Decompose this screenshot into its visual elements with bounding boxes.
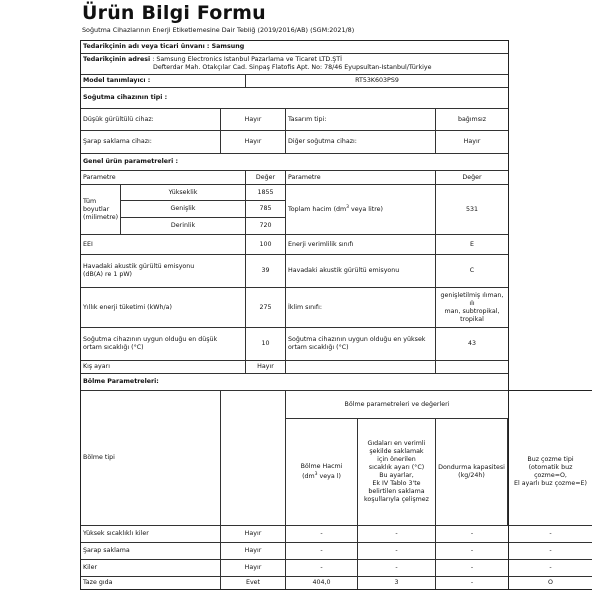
document-title: Ürün Bilgi Formu bbox=[82, 2, 266, 24]
total-volume-label: Toplam hacim ($dm^3$ veya litre) bbox=[286, 185, 436, 235]
compartment-col-type: Bölme tipi bbox=[81, 391, 221, 526]
wine-storage-value: Hayır bbox=[221, 131, 286, 154]
compartment-row-type: Kiler bbox=[81, 560, 221, 577]
compartment-col-volume: Bölme Hacmi ($dm^3$ veya l) bbox=[286, 419, 358, 526]
compartment-row-volume: - bbox=[286, 543, 358, 560]
compartment-row-temp: - bbox=[358, 560, 436, 577]
width-label: Genişlik bbox=[121, 201, 246, 218]
climate-class-label: İklim sınıfı: bbox=[286, 288, 436, 328]
compartment-col-freeze: Dondurma kapasitesi (kg/24h) bbox=[436, 419, 508, 526]
compartment-row-type: Yüksek sıcaklıklı kiler bbox=[81, 526, 221, 543]
product-info-table bbox=[80, 40, 509, 590]
compartment-row-volume: - bbox=[286, 526, 358, 543]
compartment-col-defrost: Buz çozme tipi (otomatik buz çozme=O, El ayarlı buz çozme=E) bbox=[509, 419, 592, 526]
low-noise-label: Düşük gürültülü cihaz: bbox=[81, 109, 221, 131]
min-ambient-temp-label: Soğutma cihazının uygun olduğu en düşük ortam sıcaklığı (°C) bbox=[81, 328, 246, 361]
winter-setting-label: Kış ayarı bbox=[81, 361, 246, 374]
max-ambient-temp-label: Soğutma cihazının uygun olduğu en yüksek ortam sıcaklığı (°C) bbox=[286, 328, 436, 361]
winter-setting-value: Hayır bbox=[246, 361, 286, 374]
width-value: 785 bbox=[246, 201, 286, 218]
design-type-label: Tasarım tipi: bbox=[286, 109, 436, 131]
compartment-row-type: Şarap saklama bbox=[81, 543, 221, 560]
compartment-row-defrost: - bbox=[509, 560, 592, 577]
compartment-row-temp: - bbox=[358, 543, 436, 560]
compartment-row-freeze: - bbox=[436, 526, 508, 543]
other-appliance-label: Diğer soğutma cihazı: bbox=[286, 131, 436, 154]
winter-setting-empty-2 bbox=[436, 361, 508, 374]
wine-storage-label: Şarap saklama cihazı: bbox=[81, 131, 221, 154]
design-type-value: bağımsız bbox=[436, 109, 508, 131]
height-label: Yükseklik bbox=[121, 185, 246, 201]
winter-setting-empty bbox=[286, 361, 436, 374]
supplier-address bbox=[81, 54, 508, 75]
compartment-row-volume: 404,0 bbox=[286, 577, 358, 589]
noise-class-label: Havadaki akustik gürültü emisyonu bbox=[286, 255, 436, 288]
total-volume-value: 531 bbox=[436, 185, 508, 235]
compartment-row-present: Hayır bbox=[221, 526, 286, 543]
supplier-address-line1: : Samsung Electronics Istanbul Pazarlama ve Ticaret LTD.ŞTİ bbox=[152, 56, 342, 63]
dimensions-label: Tüm boyutlar (milimetre) bbox=[81, 185, 121, 235]
defrost-column bbox=[509, 390, 592, 590]
compartment-row-present: Hayır bbox=[221, 543, 286, 560]
climate-class-value: genişletilmiş ılıman, ılı man, subtropikal, tropikal bbox=[436, 288, 508, 328]
general-col-value-2: Değer bbox=[436, 171, 508, 185]
low-noise-value: Hayır bbox=[221, 109, 286, 131]
general-col-value: Değer bbox=[246, 171, 286, 185]
noise-emission-value: 39 bbox=[246, 255, 286, 288]
annual-energy-value: 275 bbox=[246, 288, 286, 328]
max-ambient-temp-value: 43 bbox=[436, 328, 508, 361]
general-col-param-2: Parametre bbox=[286, 171, 436, 185]
general-col-param: Parametre bbox=[81, 171, 246, 185]
compartment-row-temp: 3 bbox=[358, 577, 436, 589]
compartment-row-temp: - bbox=[358, 526, 436, 543]
compartment-header: Bölme Parametreleri: bbox=[81, 374, 508, 391]
depth-label: Derinlik bbox=[121, 218, 246, 235]
energy-class-label: Enerji verimlilik sınıfı bbox=[286, 235, 436, 255]
noise-class-value: C bbox=[436, 255, 508, 288]
noise-emission-label: Havadaki akustik gürültü emisyonu (dB(A) re 1 pW) bbox=[81, 255, 246, 288]
general-header: Genel ürün parametreleri : bbox=[81, 154, 508, 171]
compartment-row-defrost: - bbox=[509, 543, 592, 560]
energy-class-value: E bbox=[436, 235, 508, 255]
supplier-name: Tedarikçinin adı veya ticari ünvanı : Samsung bbox=[81, 41, 508, 54]
compartment-row-present: Evet bbox=[221, 577, 286, 589]
compartment-row-volume: - bbox=[286, 560, 358, 577]
annual-energy-label: Yıllık enerji tüketimi (kWh/a) bbox=[81, 288, 246, 328]
compartment-row-type: Taze gıda bbox=[81, 577, 221, 589]
compartment-row-freeze: - bbox=[436, 543, 508, 560]
supplier-address-label: Tedarikçinin adresi bbox=[83, 56, 151, 63]
eei-value: 100 bbox=[246, 235, 286, 255]
compartment-row-present: Hayır bbox=[221, 560, 286, 577]
compartment-row-defrost: - bbox=[509, 526, 592, 543]
eei-label: EEI bbox=[81, 235, 246, 255]
compartment-group-header: Bölme parametreleri ve değerleri bbox=[286, 391, 508, 419]
document-subtitle: Soğutma Cihazlarının Enerji Etiketlemesine Dair Tebliğ (2019/2016/AB) (SGM:2021/8) bbox=[82, 26, 355, 34]
depth-value: 720 bbox=[246, 218, 286, 235]
compartment-col-temp: Gıdaları en verimli şekilde saklamak için önerilen sıcaklık ayarı (°C) Bu ayarlar, Ek IV Tablo 3'te belirtilen saklama koşullarıyla çelişmez bbox=[358, 419, 436, 526]
compartment-col-present bbox=[221, 391, 286, 526]
compartment-row-freeze: - bbox=[470, 579, 474, 586]
model-value: RT53K603PS9 bbox=[246, 75, 508, 88]
supplier-address-line2: Defterdar Mah. Otakçılar Cad. Sinpaş Flatofis Apt. No: 78/46 Eyupsultan-Istanbul/Türkiye bbox=[153, 64, 432, 71]
height-value: 1855 bbox=[246, 185, 286, 201]
min-ambient-temp-value: 10 bbox=[246, 328, 286, 361]
compartment-row-defrost: O bbox=[548, 579, 553, 586]
other-appliance-value: Hayır bbox=[436, 131, 508, 154]
model-label: Model tanımlayıcı : bbox=[81, 75, 246, 88]
appliance-type-header: Soğutma cihazının tipi : bbox=[81, 88, 508, 109]
compartment-row-freeze: - bbox=[436, 560, 508, 577]
